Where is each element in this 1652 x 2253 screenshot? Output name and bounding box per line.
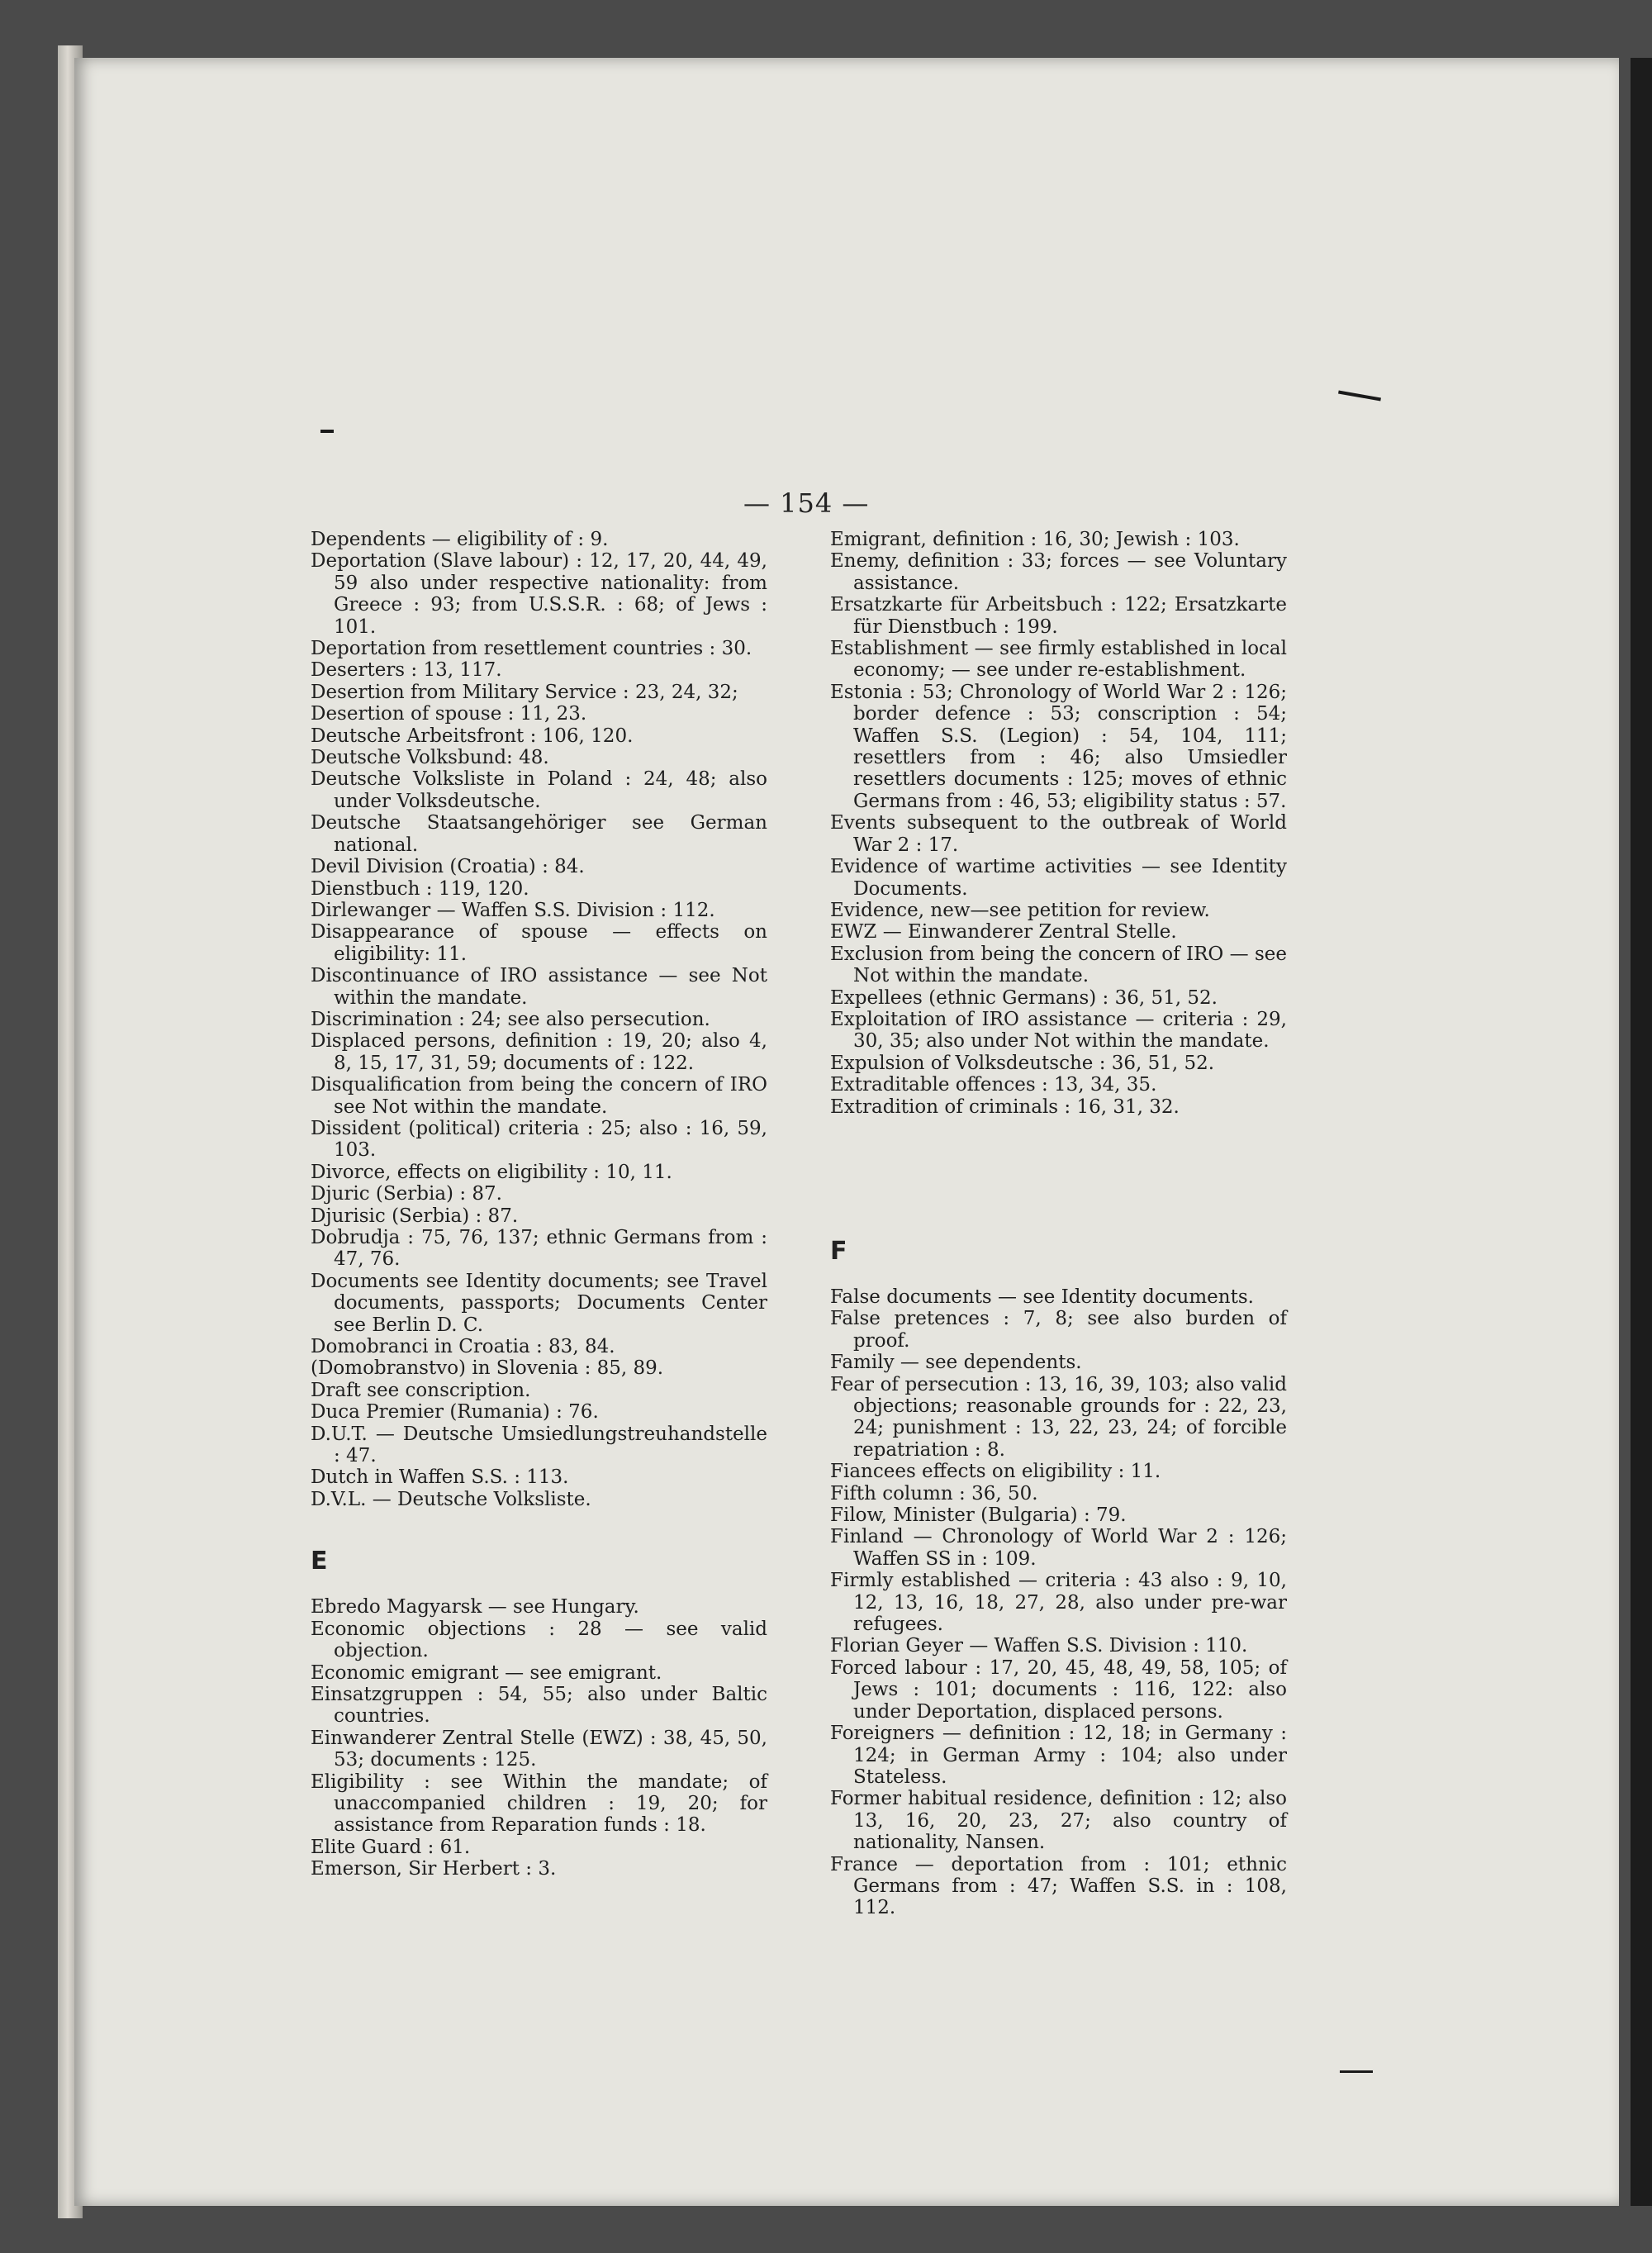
index-entry: (Domobranstvo) in Slovenia : 85, 89. (311, 1357, 664, 1380)
index-entry: Domobranci in Croatia : 83, 84. (311, 1336, 615, 1358)
index-entry: Dependents — eligibility of : 9. (311, 529, 609, 550)
index-entry: Expellees (ethnic Germans) : 36, 51, 52. (830, 986, 1218, 1009)
index-entry: Finland — Chronology of World War 2 : 126; Waffen SS in : 109. (830, 1526, 1287, 1570)
index-entry: Firmly established — criteria : 43 also : 9, 10, 12, 13, 16, 18, 27, 28, also under pre-war refugees. (830, 1570, 1287, 1636)
index-entries-d (311, 529, 767, 1510)
index-entry: Deserters : 13, 117. (311, 659, 502, 682)
index-entry: Displaced persons, definition : 19, 20; also 4, 8, 15, 17, 31, 59; documents of : 122. (311, 1030, 767, 1074)
index-entry: Ebredo Magyarsk — see Hungary. (311, 1596, 639, 1618)
index-entries-e-continued (830, 529, 1287, 1118)
index-entry: Dutch in Waffen S.S. : 113. (311, 1466, 569, 1489)
index-entry: Documents see Identity documents; see Travel documents, passports; Documents Center see Berlin D. C. (311, 1270, 767, 1336)
index-entry: Evidence of wartime activities — see Identity Documents. (830, 856, 1287, 900)
index-entry: Dienstbuch : 119, 120. (311, 877, 529, 900)
index-entry: Exclusion from being the concern of IRO — see Not within the mandate. (830, 943, 1287, 987)
index-entry: Disappearance of spouse — effects on eligibility: 11. (311, 921, 767, 965)
index-entry: Elite Guard : 61. (311, 1836, 471, 1858)
index-entry: Duca Premier (Rumania) : 76. (311, 1401, 599, 1424)
index-entry: Expulsion of Volksdeutsche : 36, 51, 52. (830, 1052, 1215, 1074)
index-entry: Deutsche Staatsangehöriger see German national. (311, 812, 767, 856)
index-entry: Enemy, definition : 33; forces — see Voluntary assistance. (830, 550, 1287, 594)
index-entry: Djuric (Serbia) : 87. (311, 1183, 502, 1205)
index-entries-e (311, 1596, 767, 1880)
index-entry: Emigrant, definition : 16, 30; Jewish : 103. (830, 529, 1240, 550)
section-heading-f: F (830, 1236, 847, 1266)
index-entry: D.V.L. — Deutsche Volksliste. (311, 1488, 591, 1510)
index-entry: Florian Geyer — Waffen S.S. Division : 110. (830, 1635, 1248, 1657)
index-entry: Deportation from resettlement countries : 30. (311, 638, 752, 660)
index-entry: Dobrudja : 75, 76, 137; ethnic Germans from : 47, 76. (311, 1227, 767, 1271)
section-heading-e: E (311, 1547, 328, 1576)
index-entry: Draft see conscription. (311, 1379, 531, 1401)
index-entry: Forced labour : 17, 20, 45, 48, 49, 58, 105; of Jews : 101; documents : 116, 122: also under Deportation, displaced persons. (830, 1656, 1287, 1723)
index-entry: Deutsche Arbeitsfront : 106, 120. (311, 725, 634, 747)
index-entry: Einsatzgruppen : 54, 55; also under Baltic countries. (311, 1683, 767, 1728)
index-entry: Economic objections : 28 — see valid objection. (311, 1618, 767, 1662)
index-column-right (830, 529, 1287, 1919)
index-entry: Emerson, Sir Herbert : 3. (311, 1858, 557, 1880)
index-entry: Fiancees effects on eligibility : 11. (830, 1461, 1161, 1483)
index-entry: Estonia : 53; Chronology of World War 2 : 126; border defence : 53; conscription : 54; Waffen S.S. (Legion) : 54, 104, 111; resettlers from : 46; also Umsiedler resettlers documents : 125; moves of ethnic Germans from : 46, 53; eligibility status : 57. (830, 681, 1287, 812)
index-entry: Desertion from Military Service : 23, 24, 32; (311, 681, 738, 703)
index-entries-f (830, 1286, 1287, 1919)
index-entry: Einwanderer Zentral Stelle (EWZ) : 38, 45, 50, 53; documents : 125. (311, 1727, 767, 1771)
index-entry: D.U.T. — Deutsche Umsiedlungstreuhandstelle : 47. (311, 1423, 767, 1467)
index-entry: Discrimination : 24; see also persecution. (311, 1008, 710, 1030)
index-entry: Discontinuance of IRO assistance — see Not within the mandate. (311, 965, 767, 1009)
margin-mark (320, 430, 334, 433)
index-entry: Extradition of criminals : 16, 31, 32. (830, 1096, 1180, 1118)
index-entry: Former habitual residence, definition : 12; also 13, 16, 20, 23, 27; also country of nationality, Nansen. (830, 1788, 1287, 1854)
index-entry: EWZ — Einwanderer Zentral Stelle. (830, 921, 1177, 944)
index-entry: Events subsequent to the outbreak of World War 2 : 17. (830, 812, 1287, 856)
margin-mark (1340, 2070, 1373, 2073)
index-entry: Disqualification from being the concern of IRO see Not within the mandate. (311, 1074, 767, 1118)
index-entry: Filow, Minister (Bulgaria) : 79. (830, 1504, 1127, 1527)
index-entry: Foreigners — definition : 12, 18; in Germany : 124; in German Army : 104; also under Stateless. (830, 1723, 1287, 1788)
index-entry: Exploitation of IRO assistance — criteria : 29, 30, 35; also under Not within the mandate. (830, 1008, 1287, 1053)
index-entry: Deportation (Slave labour) : 12, 17, 20, 44, 49, 59 also under respective nationality: from Greece : 93; from U.S.S.R. : 68; of Jews : 101. (311, 550, 767, 638)
index-entry: Extraditable offences : 13, 34, 35. (830, 1074, 1157, 1096)
index-entry: Dissident (political) criteria : 25; also : 16, 59, 103. (311, 1117, 767, 1162)
index-column-left (311, 529, 767, 1880)
index-entry: Devil Division (Croatia) : 84. (311, 856, 585, 878)
column-gap (830, 1118, 1287, 1200)
page-number: — 154 — (743, 487, 870, 519)
index-entry: Dirlewanger — Waffen S.S. Division : 112. (311, 899, 715, 921)
index-entry: Deutsche Volksliste in Poland : 24, 48; also under Volksdeutsche. (311, 768, 767, 812)
index-entry: Desertion of spouse : 11, 23. (311, 703, 587, 725)
index-entry: Djurisic (Serbia) : 87. (311, 1205, 519, 1227)
index-entry: False documents — see Identity documents. (830, 1286, 1254, 1308)
index-entry: Evidence, new—see petition for review. (830, 899, 1210, 921)
index-entry: Fear of persecution : 13, 16, 39, 103; also valid objections; reasonable grounds for : 22, 23, 24; punishment : 13, 22, 23, 24; of forcible repatriation : 8. (830, 1373, 1287, 1461)
index-entry: France — deportation from : 101; ethnic Germans from : 47; Waffen S.S. in : 108, 112. (830, 1853, 1287, 1919)
index-entry: Divorce, effects on eligibility : 10, 11. (311, 1161, 672, 1183)
index-entry: Fifth column : 36, 50. (830, 1482, 1038, 1504)
index-entry: Economic emigrant — see emigrant. (311, 1661, 662, 1684)
index-entry: Deutsche Volksbund: 48. (311, 747, 549, 769)
index-entry: Establishment — see firmly established in local economy; — see under re-establishment. (830, 638, 1287, 682)
index-entry: Family — see dependents. (830, 1352, 1082, 1374)
facing-page-edge (1631, 58, 1652, 2206)
index-entry: False pretences : 7, 8; see also burden of proof. (830, 1308, 1287, 1352)
index-entry: Eligibility : see Within the mandate; of unaccompanied children : 19, 20; for assistance from Reparation funds : 18. (311, 1771, 767, 1837)
index-entry: Ersatzkarte für Arbeitsbuch : 122; Ersatzkarte für Dienstbuch : 199. (830, 594, 1287, 638)
